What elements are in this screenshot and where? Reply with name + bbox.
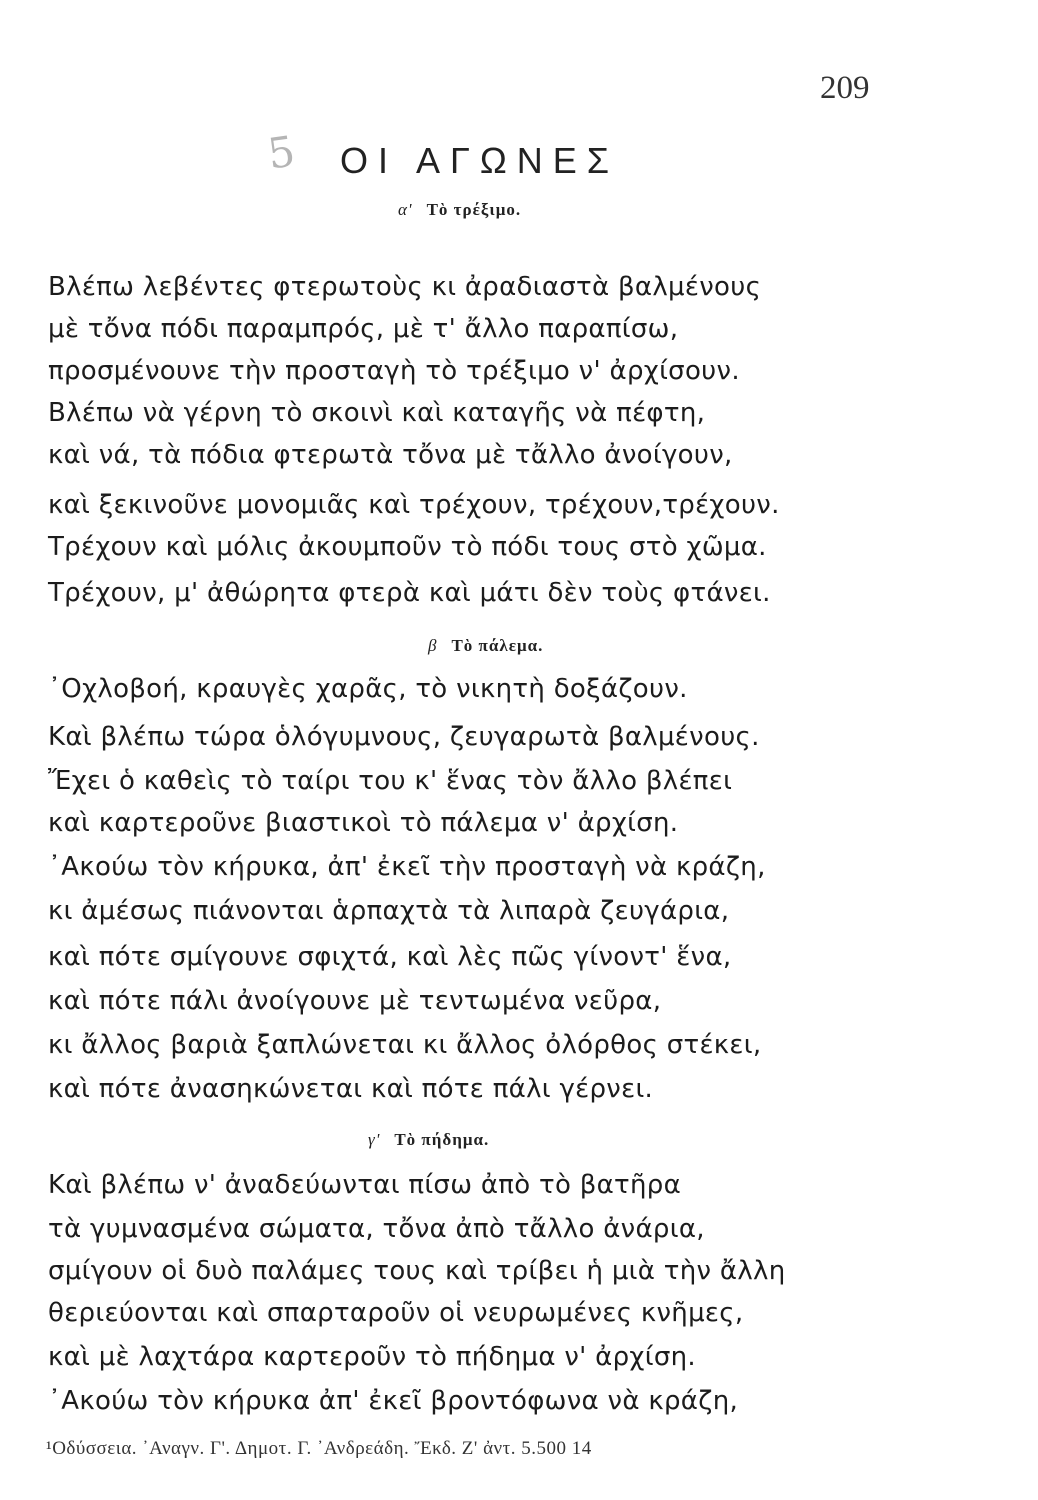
verse-line: ᾿Οχλοβοή, κραυγὲς χαρᾶς, τὸ νικητὴ δοξάζουν.	[48, 674, 688, 704]
verse-line: μὲ τὄνα πόδι παραμπρός, μὲ τ' ἄλλο παραπίσω,	[48, 314, 679, 344]
section-heading	[428, 636, 543, 656]
page-title: ΟΙ ΑΓΩΝΕΣ	[340, 140, 620, 181]
verse-line: θεριεύονται καὶ σπαρταροῦν οἱ νευρωμένες κνῆμες,	[48, 1298, 744, 1328]
section-title: Τὸ πάλεμα.	[451, 636, 544, 655]
verse-line: τὰ γυμνασμένα σώματα, τὄνα ἀπὸ τἄλλο ἀνάρια,	[48, 1214, 705, 1244]
verse-line: Καὶ βλέπω τώρα ὁλόγυμνους, ζευγαρωτὰ βαλμένους.	[48, 722, 760, 752]
verse-line: Τρέχουν, μ' ἀθώρητα φτερὰ καὶ μάτι δὲν τοὺς φτάνει.	[48, 578, 771, 608]
section-title: Τὸ τρέξιμο.	[426, 200, 522, 219]
verse-line: Βλέπω λεβέντες φτερωτοὺς κι ἀραδιαστὰ βαλμένους	[48, 272, 762, 302]
section-number: γ'	[368, 1130, 381, 1149]
verse-line: κι ἄλλος βαριὰ ξαπλώνεται κι ἄλλος ὀλόρθος στέκει,	[48, 1030, 762, 1060]
verse-line: καὶ μὲ λαχτάρα καρτεροῦν τὸ πήδημα ν' ἀρχίση.	[48, 1342, 696, 1372]
verse-line: Ἔχει ὁ καθεὶς τὸ ταίρι του κ' ἕνας τὸν ἄλλο βλέπει	[48, 766, 733, 796]
verse-line: καὶ πότε πάλι ἀνοίγουνε μὲ τεντωμένα νεῦρα,	[48, 986, 662, 1016]
verse-line: καὶ πότε ἀνασηκώνεται καὶ πότε πάλι γέρνει.	[48, 1074, 654, 1104]
verse-line: Βλέπω νὰ γέρνη τὸ σκοινὶ καὶ καταγῆς νὰ πέφτη,	[48, 398, 706, 428]
section-heading	[398, 200, 521, 220]
handwritten-mark: 5	[264, 126, 299, 179]
page-number: 209	[820, 70, 870, 106]
section-number: α'	[398, 200, 413, 219]
verse-line: καὶ πότε σμίγουνε σφιχτά, καὶ λὲς πῶς γίνοντ' ἕνα,	[48, 942, 732, 972]
verse-line: Καὶ βλέπω ν' ἀναδεύωνται πίσω ἀπὸ τὸ βατῆρα	[48, 1170, 682, 1200]
verse-line: προσμένουνε τὴν προσταγὴ τὸ τρέξιμο ν' ἀρχίσουν.	[48, 356, 740, 386]
verse-line: καὶ καρτεροῦνε βιαστικοὶ τὸ πάλεμα ν' ἀρχίση.	[48, 808, 679, 838]
verse-line: σμίγουν οἱ δυὸ παλάμες τους καὶ τρίβει ἡ μιὰ τὴν ἄλλη	[48, 1256, 786, 1286]
verse-line: καὶ ξεκινοῦνε μονομιᾶς καὶ τρέχουν, τρέχουν,τρέχουν.	[48, 490, 780, 520]
verse-line: καὶ νά, τὰ πόδια φτερωτὰ τὄνα μὲ τἄλλο ἀνοίγουν,	[48, 440, 733, 470]
verse-line: ᾿Ακούω τὸν κήρυκα, ἀπ' ἐκεῖ τὴν προσταγὴ νὰ κράζη,	[48, 852, 766, 882]
verse-line: κι ἀμέσως πιάνονται ἁρπαχτὰ τὰ λιπαρὰ ζευγάρια,	[48, 896, 730, 926]
section-title: Τὸ πήδημα.	[394, 1130, 490, 1149]
footer-citation: ¹Οδύσσεια. ᾿Αναγν. Γ'. Δημοτ. Γ. ᾿Ανδρεάδη. Ἔκδ. Ζ' ἀντ. 5.500 14	[46, 1438, 592, 1459]
section-heading	[368, 1130, 489, 1150]
section-number: β	[428, 636, 438, 655]
verse-line: ᾿Ακούω τὸν κήρυκα ἀπ' ἐκεῖ βροντόφωνα νὰ κράζη,	[48, 1386, 739, 1416]
verse-line: Τρέχουν καὶ μόλις ἀκουμποῦν τὸ πόδι τους στὸ χῶμα.	[48, 532, 767, 562]
